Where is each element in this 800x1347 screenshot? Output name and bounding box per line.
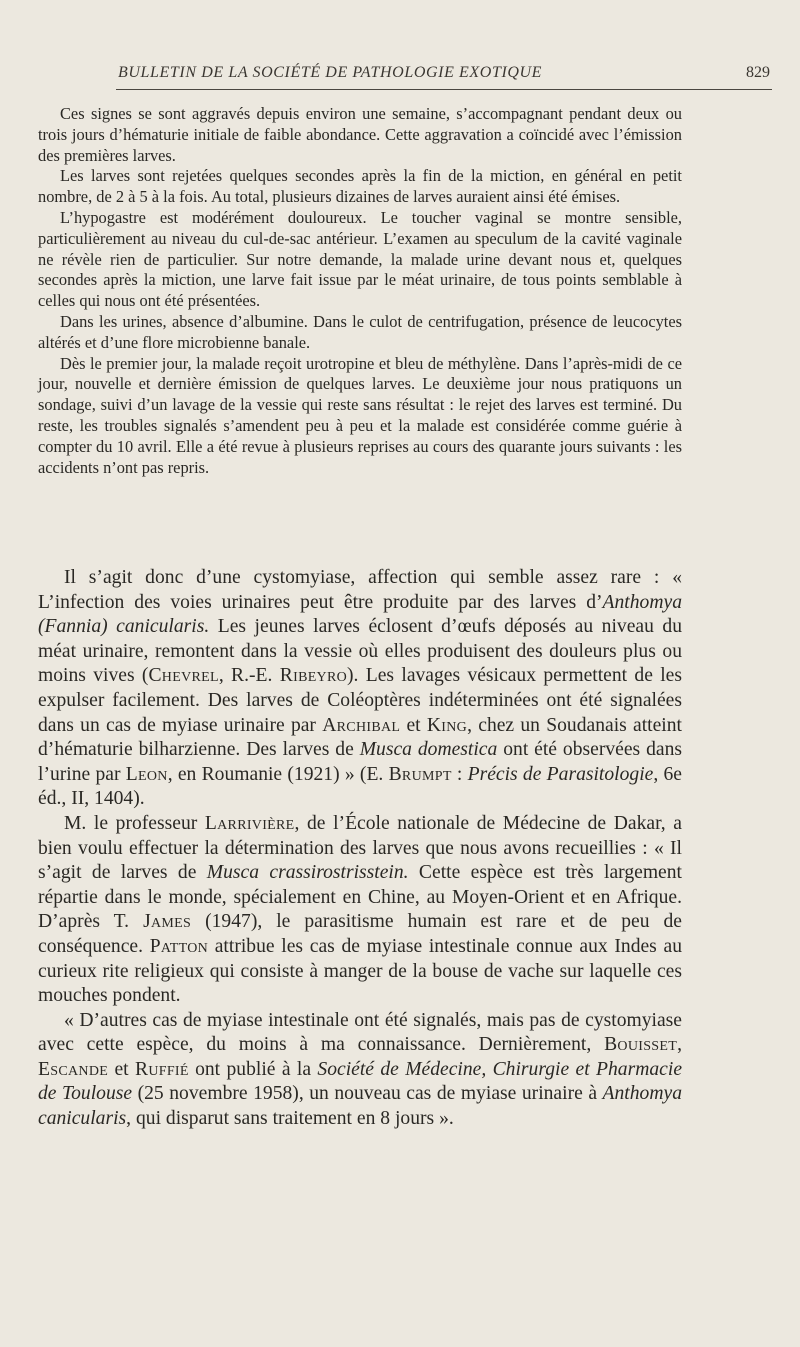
author-name: Patton [149,935,209,957]
author-name: Brumpt [388,763,452,785]
society-name: Société de Médecine, Chirurgie et Pharmacie de Toulouse [38,1058,683,1105]
species-name: Anthomya canicularis [38,1083,682,1130]
discussion-text [38,566,682,1132]
header-rule [116,89,772,90]
paragraph: Les larves sont rejetées quelques secondes après la fin de la miction, en général en petit nombre, de 2 à 5 à la fois. Au total, plusieurs dizaines de larves auraient ainsi été émises. [38,166,682,207]
running-header [38,62,780,92]
page-number: 829 [746,64,770,81]
author-name: Chevrel [148,665,219,687]
paragraph: L’hypogastre est modérément douloureux. Le toucher vaginal se montre sensible, particulièrement au niveau du cul-de-sac antérieur. L’examen au speculum de la cavité vaginale ne révèle rien de particulier. Sur notre demande, la malade urine devant nous et, quelques secondes après la miction, une larve fait issue par le méat urinaire, de tous points semblable à celles qui nous ont été présentées. [38,207,682,311]
author-name: Ribeyro [279,665,348,687]
author-name: Larrivière [204,812,295,834]
author-name: Leon [125,763,168,785]
author-name: Escande [38,1058,109,1080]
paragraph: Dès le premier jour, la malade reçoit urotropine et bleu de méthylène. Dans l’après-midi de ce jour, nouvelle et dernière émission de quelques larves. Le deuxième jour nous pratiquons un sondage, suivi d’un lavage de la vessie qui reste sans résultat : le rejet des larves est terminé. Du reste, les troubles signalés s’amendent peu à peu et la malade est considérée comme guérie à compter du 10 avril. Elle a été revue à plusieurs reprises au cours des quarante jours suivants : les accidents n’ont pas repris. [38,353,682,477]
case-report-text [38,104,682,478]
author-name: Ruffié [134,1058,189,1080]
author-name: Archibal [322,714,401,736]
species-name: Musca crassirostrisstein. [206,862,409,884]
paragraph: M. le professeur Larrivière, de l’École nationale de Médecine de Dakar, a bien voulu effectuer la détermination des larves que nous avons recueillies : « Il s’agit de larves de Musca crassirostrisstein. Cette espèce est très largement répartie dans le monde, spécialement en Chine, au Moyen-Orient et en Afrique. D’après T. James (1947), le parasitisme humain est rare et de peu de conséquence. Patton attribue les cas de myiase intestinale connue aux Indes au curieux rite religieux qui consiste à manger de la bouse de vache sur laquelle ces mouches pondent. [38,812,683,1007]
journal-title: BULLETIN DE LA SOCIÉTÉ DE PATHOLOGIE EXOTIQUE [118,64,543,81]
author-name: King [426,714,468,736]
paragraph: Il s’agit donc d’une cystomyiase, affection qui semble assez rare : « L’infection des voies urinaires peut être produite par des larves d’Anthomya (Fannia) canicularis. Les jeunes larves éclosent d’œufs déposés au niveau du méat urinaire, remontent dans la vessie où elles produisent des douleurs plus ou moins vives (Chevrel, R.-E. Ribeyro). Les lavages vésicaux permettent de les expulser facilement. Des larves de Coléoptères indéterminées ont été signalées dans un cas de myiase urinaire par Archibal et King, chez un Soudanais atteint d’hématurie bilharzienne. Des larves de Musca domestica ont été observées dans l’urine par Leon, en Roumanie (1921) » (E. Brumpt : Précis de Parasitologie, 6e éd., II, 1404). [38,567,683,810]
species-name: Anthomya (Fannia) canicularis. [38,591,682,638]
author-name: Bouisset [604,1034,678,1056]
book-title: Précis de Parasitologie [467,763,654,785]
paragraph: Ces signes se sont aggravés depuis environ une semaine, s’accompagnant pendant deux ou trois jours d’hématurie initiale de faible abondance. Cette aggravation a coïncidé avec l’émission des premières larves. [38,104,682,165]
species-name: Musca domestica [359,739,498,761]
paragraph: Dans les urines, absence d’albumine. Dans le culot de centrifugation, présence de leucocytes altérés et d’une flore microbienne banale. [38,311,682,352]
paragraph: « D’autres cas de myiase intestinale ont été signalés, mais pas de cystomyiase avec cette espèce, du moins à ma connaissance. Dernièrement, Bouisset, Escande et Ruffié ont publié à la Société de Médecine, Chirurgie et Pharmacie de Toulouse (25 novembre 1958), un nouveau cas de myiase urinaire à Anthomya canicularis, qui disparut sans traitement en 8 jours ». [38,1009,683,1130]
author-name: James [143,911,192,933]
